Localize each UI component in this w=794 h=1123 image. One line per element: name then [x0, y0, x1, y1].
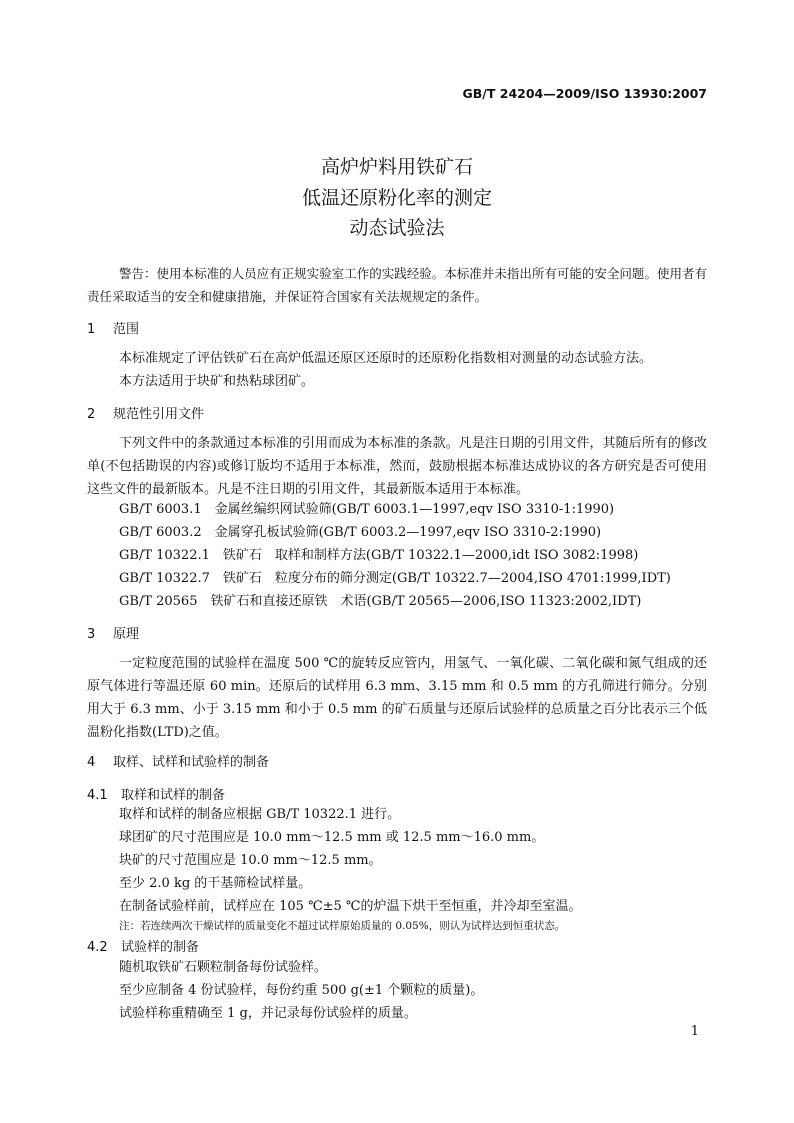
warning-paragraph: 警告：使用本标准的人员应有正规实验室工作的实践经验。本标准并未指出所有可能的安全问题。使用者有责任采取适当的安全和健康措施，并保证符合国家有关法规规定的条件。	[87, 266, 707, 304]
subsection-4-1-line: 至少 2.0 kg 的干基筛检试样量。	[119, 876, 312, 891]
title-line-3: 动态试验法	[349, 217, 445, 239]
section-title: 规范性引用文件	[113, 407, 205, 422]
page-number: 1	[690, 1024, 699, 1039]
section-title: 范围	[113, 322, 140, 337]
reference-item: GB/T 10322.7 铁矿石 粒度分布的筛分测定(GB/T 10322.7—2004,ISO 4701:1999,IDT)	[119, 571, 671, 586]
subsection-4-2-heading	[87, 936, 199, 955]
reference-item: GB/T 20565 铁矿石和直接还原铁 术语(GB/T 20565—2006,ISO 11323:2002,IDT)	[119, 594, 642, 609]
section-1-paragraph-2: 本方法适用于块矿和热粘球团矿。	[119, 374, 315, 389]
reference-item: GB/T 6003.1 金属丝编织网试验筛(GB/T 6003.1—1997,eqv ISO 3310-1:1990)	[119, 502, 615, 517]
subsection-4-1-line: 在制备试验样前，试样应在 105 ℃±5 ℃的炉温下烘干至恒重，并冷却至室温。	[119, 899, 582, 914]
section-number: 4	[87, 755, 96, 770]
section-number: 3	[87, 627, 96, 642]
reference-item: GB/T 6003.2 金属穿孔板试验筛(GB/T 6003.2—1997,eqv ISO 3310-2:1990)	[119, 525, 602, 540]
section-3-heading	[87, 623, 139, 642]
section-number: 2	[87, 407, 96, 422]
section-4-heading	[87, 751, 269, 770]
title-line-2: 低温还原粉化率的测定	[301, 187, 492, 209]
section-1-paragraph-1: 本标准规定了评估铁矿石在高炉低温还原区还原时的还原粉化指数相对测量的动态试验方法。	[119, 351, 653, 366]
subsection-4-1-line: 块矿的尺寸范围应是 10.0 mm～12.5 mm。	[119, 853, 382, 868]
subsection-title: 取样和试样的制备	[121, 788, 226, 803]
subsection-number: 4.1	[87, 788, 108, 803]
standard-number: GB/T 24204—2009/ISO 13930:2007	[462, 86, 707, 101]
subsection-4-1-heading	[87, 784, 225, 803]
section-title: 取样、试样和试验样的制备	[113, 755, 270, 770]
section-2-heading	[87, 403, 204, 422]
subsection-number: 4.2	[87, 940, 108, 955]
note: 注：若连续两次干燥试样的质量变化不超过试样原始质量的 0.05%，则认为试样达到恒重状态。	[119, 920, 566, 932]
title-line-1: 高炉炉料用铁矿石	[320, 156, 473, 178]
section-1-heading	[87, 318, 139, 337]
section-3-paragraph: 一定粒度范围的试验样在温度 500 ℃的旋转反应管内，用氢气、一氧化碳、二氧化碳和氮气组成的还原气体进行等温还原 60 min。还原后的试样用 6.3 mm、3.15 mm 和 0.5 mm 的方孔筛进行筛分。分别用大于 6.3 mm、小于 3.15 mm 和小于 0.5 mm 的矿石质量与还原后试验样的总质量之百分比表示三个低温粉化指数(LTD)之值。	[87, 656, 707, 740]
section-2-intro: 下列文件中的条款通过本标准的引用而成为本标准的条款。凡是注日期的引用文件，其随后所有的修改单(不包括勘误的内容)或修订版均不适用于本标准，然而，鼓励根据本标准达成协议的各方研究是否可使用这些文件的最新版本。凡是不注日期的引用文件，其最新版本适用于本标准。	[87, 436, 707, 497]
subsection-4-2-line: 随机取铁矿石颗粒制备每份试验样。	[119, 960, 328, 975]
reference-item: GB/T 10322.1 铁矿石 取样和制样方法(GB/T 10322.1—2000,idt ISO 3082:1998)	[119, 548, 639, 563]
subsection-title: 试验样的制备	[121, 940, 200, 955]
subsection-4-2-line: 至少应制备 4 份试验样，每份约重 500 g(±1 个颗粒的质量)。	[119, 983, 484, 998]
section-title: 原理	[113, 627, 140, 642]
subsection-4-1-line: 取样和试样的制备应根据 GB/T 10322.1 进行。	[119, 807, 401, 822]
subsection-4-1-line: 球团矿的尺寸范围应是 10.0 mm～12.5 mm 或 12.5 mm～16.0 mm。	[119, 830, 545, 845]
subsection-4-2-line: 试验样称重精确至 1 g，并记录每份试验样的质量。	[119, 1006, 417, 1021]
section-number: 1	[87, 322, 96, 337]
